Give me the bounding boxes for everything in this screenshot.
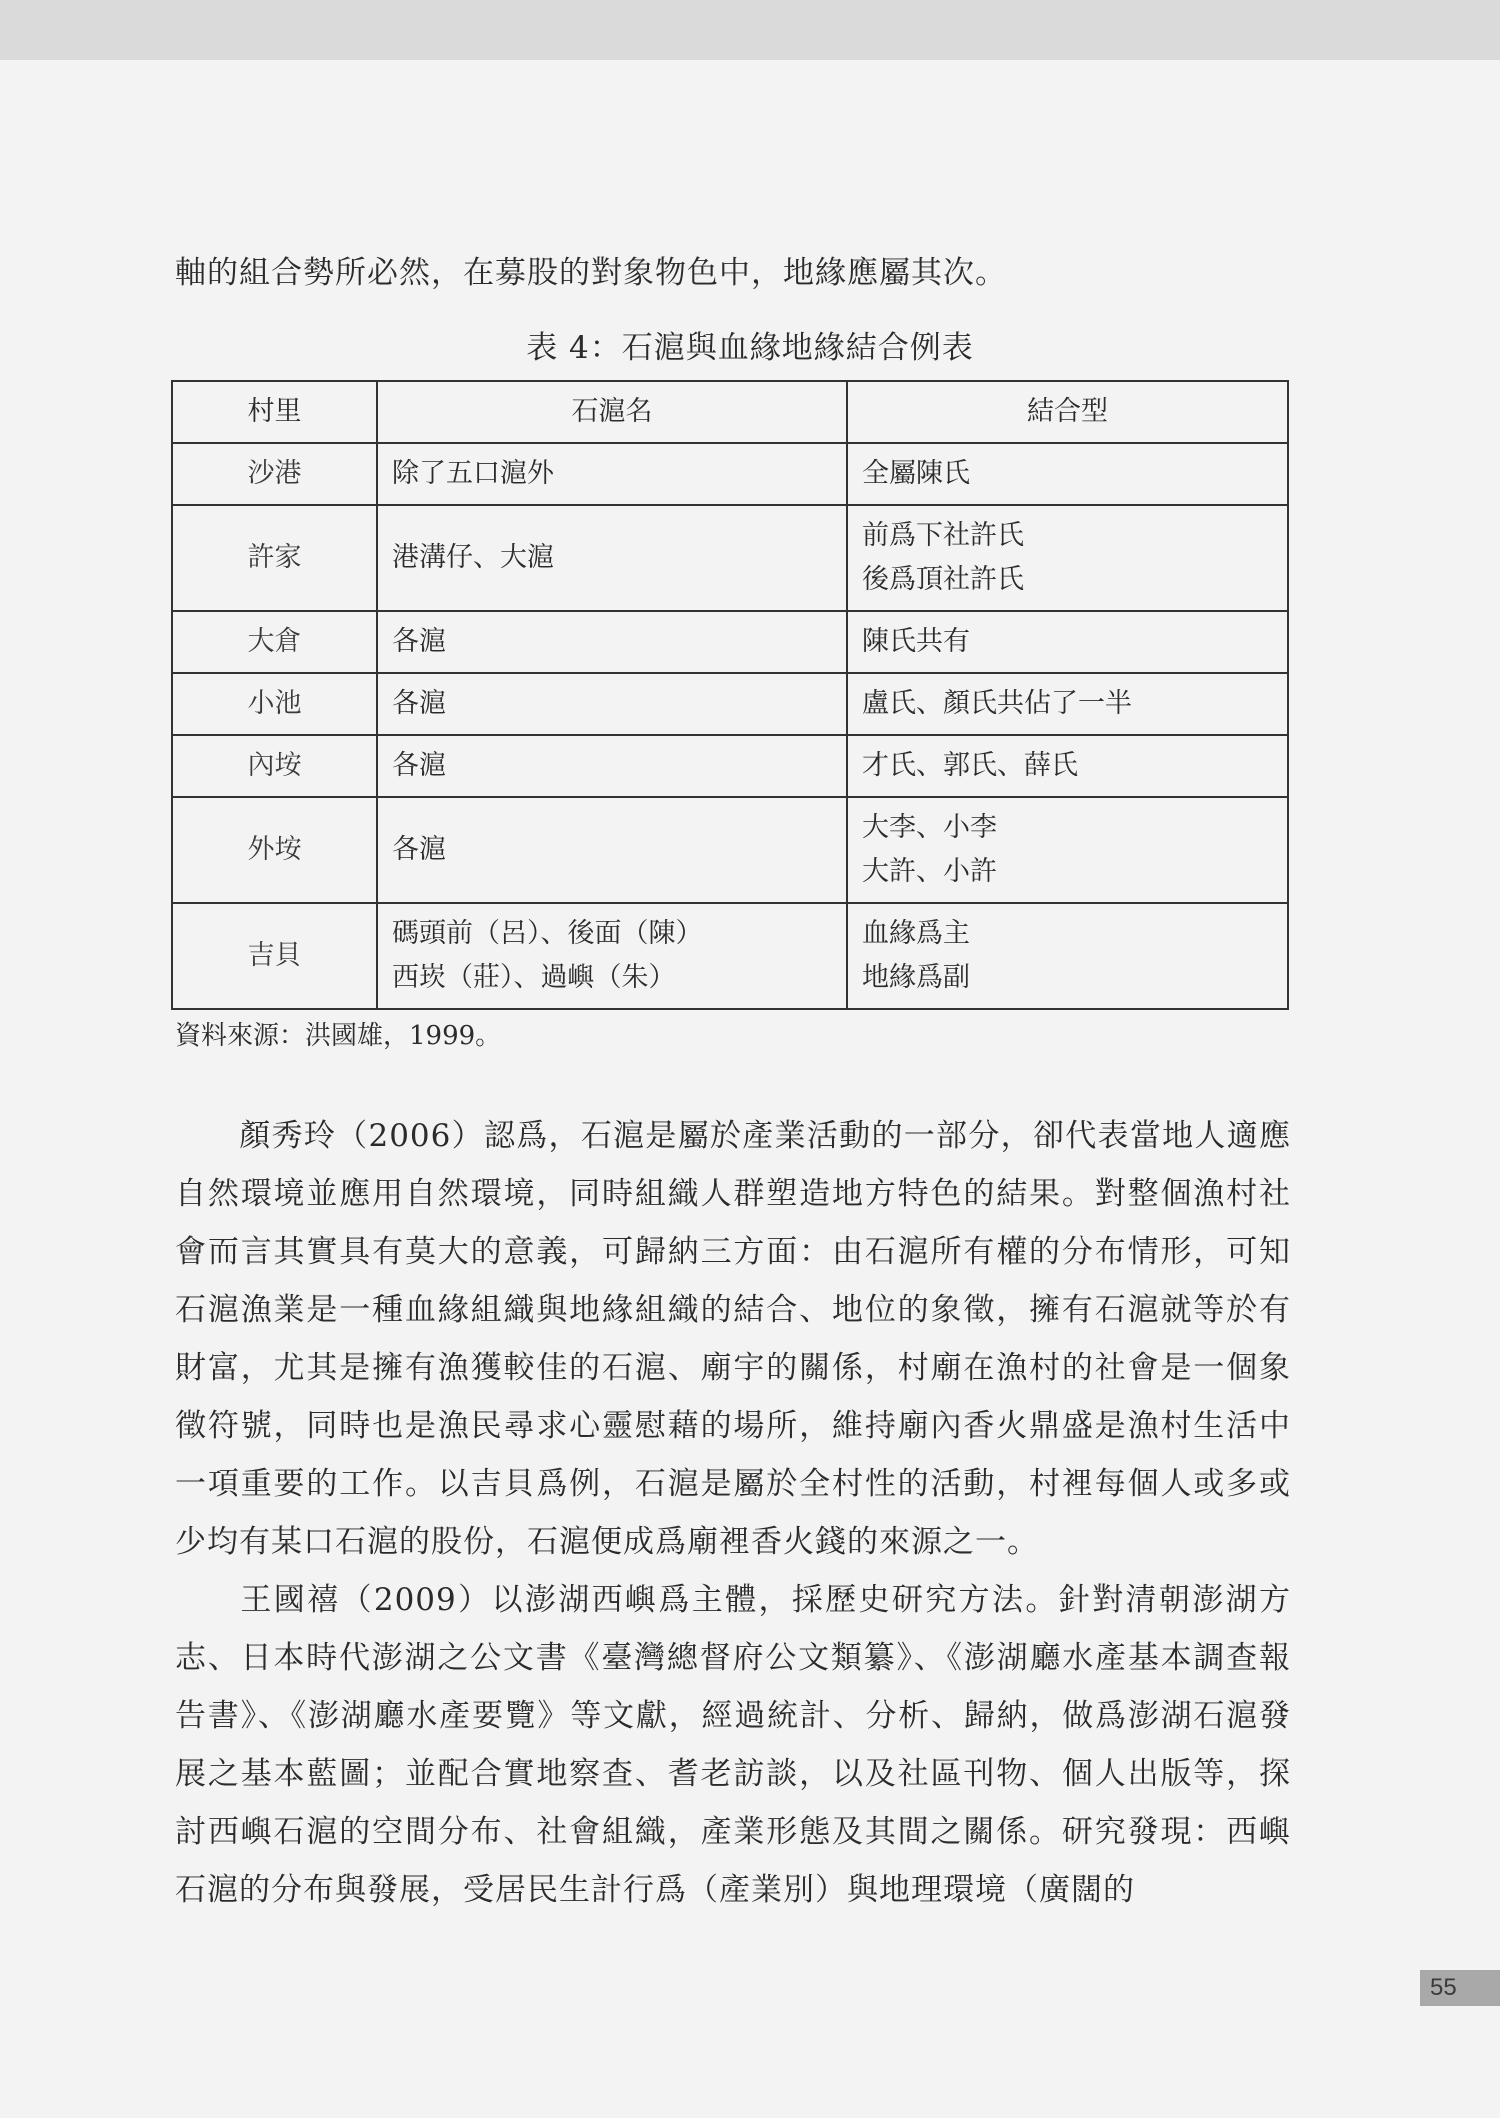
table-row bbox=[172, 673, 1288, 735]
table-row bbox=[172, 611, 1288, 673]
village-cell: 小池 bbox=[172, 673, 377, 735]
village-cell: 吉貝 bbox=[172, 903, 377, 1009]
page-number: 55 bbox=[1420, 1970, 1500, 2006]
weir-name-cell: 各滬 bbox=[377, 611, 847, 673]
weir-name-cell: 各滬 bbox=[377, 797, 847, 903]
village-cell: 許家 bbox=[172, 505, 377, 611]
paragraph-1: 顏秀玲（2006）認爲，石滬是屬於產業活動的一部分，卻代表當地人適應自然環境並應用自然環境，同時組織人群塑造地方特色的結果。對整個漁村社會而言其實具有莫大的意義，可歸納三方面：由石滬所有權的分布情形，可知石滬漁業是一種血緣組織與地緣組織的結合、地位的象徵，擁有石滬就等於有財富，尤其是擁有漁獲較佳的石滬、廟宇的關係，村廟在漁村的社會是一個象徵符號，同時也是漁民尋求心靈慰藉的場所，維持廟內香火鼎盛是漁村生活中一項重要的工作。以吉貝爲例，石滬是屬於全村性的活動，村裡每個人或多或少均有某口石滬的股份，石滬便成爲廟裡香火錢的來源之一。 bbox=[175, 1118, 1291, 1560]
type-cell: 全屬陳氏 bbox=[847, 443, 1288, 505]
type-cell: 陳氏共有 bbox=[847, 611, 1288, 673]
type-cell: 大李、小李 大許、小許 bbox=[847, 797, 1288, 903]
weir-name-cell: 各滬 bbox=[377, 673, 847, 735]
type-cell: 才氏、郭氏、薛氏 bbox=[847, 735, 1288, 797]
type-cell: 血緣爲主 地緣爲副 bbox=[847, 903, 1288, 1009]
table-row bbox=[172, 797, 1288, 903]
village-cell: 大倉 bbox=[172, 611, 377, 673]
header-weir-name: 石滬名 bbox=[377, 381, 847, 443]
table-row bbox=[172, 735, 1288, 797]
table-caption: 表 4：石滬與血緣地緣結合例表 bbox=[526, 330, 974, 366]
paragraph-2: 王國禧（2009）以澎湖西嶼爲主體，採歷史研究方法。針對清朝澎湖方志、日本時代澎湖之公文書《臺灣總督府公文類纂》、《澎湖廳水產基本調查報告書》、《澎湖廳水產要覽》等文獻，經過統計、分析、歸納，做爲澎湖石滬發展之基本藍圖；並配合實地察查、耆老訪談，以及社區刊物、個人出版等，探討西嶼石滬的空間分布、社會組織，產業形態及其間之關係。研究發現：西嶼石滬的分布與發展，受居民生計行爲（產業別）與地理環境（廣闊的 bbox=[175, 1582, 1291, 1908]
table-row bbox=[172, 505, 1288, 611]
weir-name-cell: 港溝仔、大滬 bbox=[377, 505, 847, 611]
table-source-note: 資料來源：洪國雄，1999。 bbox=[175, 1021, 502, 1051]
weir-name-cell: 各滬 bbox=[377, 735, 847, 797]
weir-name-cell: 碼頭前（呂）、後面（陳） 西崁（莊）、過嶼（朱） bbox=[377, 903, 847, 1009]
table-header-row bbox=[172, 381, 1288, 443]
type-cell: 前爲下社許氏 後爲頂社許氏 bbox=[847, 505, 1288, 611]
continued-text-line: 軸的組合勢所必然，在募股的對象物色中，地緣應屬其次。 bbox=[175, 255, 1007, 291]
lineage-table bbox=[171, 380, 1289, 1010]
village-cell: 沙港 bbox=[172, 443, 377, 505]
header-type: 結合型 bbox=[847, 381, 1288, 443]
village-cell: 內垵 bbox=[172, 735, 377, 797]
table-row bbox=[172, 443, 1288, 505]
scan-top-band bbox=[0, 0, 1500, 60]
village-cell: 外垵 bbox=[172, 797, 377, 903]
weir-name-cell: 除了五口滬外 bbox=[377, 443, 847, 505]
header-village: 村里 bbox=[172, 381, 377, 443]
table-row bbox=[172, 903, 1288, 1009]
type-cell: 盧氏、顏氏共佔了一半 bbox=[847, 673, 1288, 735]
